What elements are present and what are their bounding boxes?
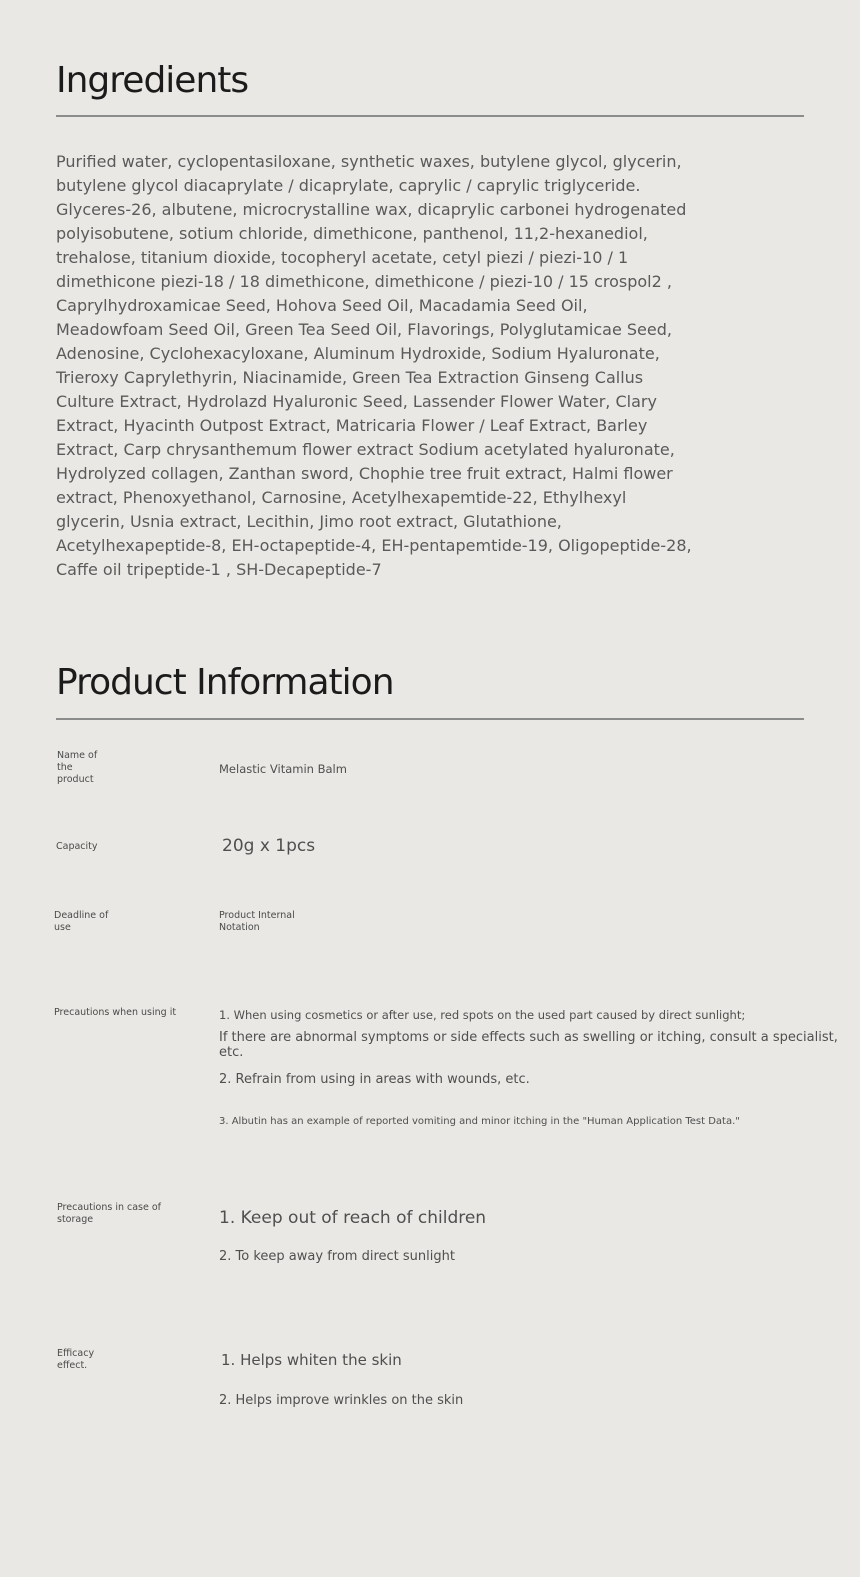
- efficacy-label: [57, 1348, 94, 1372]
- product-info-title: Product Information: [56, 662, 394, 703]
- precautions-storage-label-line-2: storage: [57, 1214, 94, 1225]
- product-info-divider: [56, 718, 804, 720]
- ingredients-list: Purified water, cyclopentasiloxane, synthetic waxes, butylene glycol, glycerin, butylene glycol diacaprylate / dicaprylate, caprylic / caprylic triglyceride. Glyceres-26, albutene, microcrystalline wax, dicaprylic carbonei hydrogenated polyisobutene, sotium chloride, dimethicone, panthenol, 11,2-hexanediol, trehalose, titanium dioxide, tocopheryl acetate, cetyl piezi / piezi-10 / 1 dimethicone piezi-18 / 18 dimethicone, dimethicone / piezi-10 / 15 crospol2 , Caprylhydroxamicae Seed, Hohova Seed Oil, Macadamia Seed Oil, Meadowfoam Seed Oil, Green Tea Seed Oil, Flavorings, Polyglutamicae Seed, Adenosine, Cyclohexacyloxane, Aluminum Hydroxide, Sodium Hyaluronate, Trieroxy Caprylethyrin, Niacinamide, Green Tea Extraction Ginseng Callus Culture Extract, Hydrolazd Hyaluronic Seed, Lassender Flower Water, Clary Extract, Hyacinth Outpost Extract, Matricaria Flower / Leaf Extract, Barley Extract, Carp chrysanthemum flower extract Sodium acetylated hyaluronate, Hydrolyzed collagen, Zanthan sword, Chophie tree fruit extract, Halmi flower extract, Phenoxyethanol, Carnosine, Acetylhexapemtide-22, Ethylhexyl glycerin, Usnia extract, Lecithin, Jimo root extract, Glutathione, Acetylhexapeptide-8, EH-octapeptide-4, EH-pentapemtide-19, Oligopeptide-28, Caffe oil tripeptide-1 , SH-Decapeptide-7: [56, 152, 692, 579]
- precautions-storage-label: [57, 1202, 161, 1226]
- deadline-label: [54, 910, 108, 934]
- capacity-value: 20g x 1pcs: [222, 836, 316, 856]
- deadline-label-line-1: Deadline of: [54, 910, 109, 921]
- efficacy-label-line-1: Efficacy: [57, 1348, 95, 1359]
- precaution-use-3: 3. Albutin has an example of reported vomiting and minor itching in the "Human Application Test Data.": [219, 1116, 740, 1127]
- deadline-label-line-2: use: [54, 922, 71, 933]
- name-label-line-1: Name of: [57, 750, 98, 761]
- deadline-value-line-2: Notation: [219, 922, 260, 933]
- name-label: [57, 750, 97, 786]
- precaution-storage-1: 1. Keep out of reach of children: [219, 1208, 487, 1228]
- precaution-use-1: 1. When using cosmetics or after use, red spots on the used part caused by direct sunlight;: [219, 1008, 746, 1022]
- deadline-value-line-1: Product Internal: [219, 910, 295, 921]
- ingredients-title: Ingredients: [56, 60, 249, 101]
- name-label-line-3: product: [57, 774, 94, 785]
- precaution-storage-2: 2. To keep away from direct sunlight: [219, 1249, 455, 1264]
- name-label-line-2: the: [57, 762, 73, 773]
- precaution-use-2: 2. Refrain from using in areas with wounds, etc.: [219, 1072, 530, 1087]
- efficacy-1: 1. Helps whiten the skin: [221, 1351, 402, 1369]
- efficacy-2: 2. Helps improve wrinkles on the skin: [219, 1393, 464, 1408]
- ingredients-divider: [56, 115, 804, 117]
- capacity-label: Capacity: [56, 841, 98, 852]
- precautions-use-label: Precautions when using it: [54, 1007, 177, 1018]
- deadline-value: [219, 910, 295, 934]
- precaution-use-1-detail: If there are abnormal symptoms or side effects such as swelling or itching, consult a specialist, etc.: [219, 1030, 838, 1060]
- precautions-storage-label-line-1: Precautions in case of: [57, 1202, 162, 1213]
- efficacy-label-line-2: effect.: [57, 1360, 88, 1371]
- name-value: Melastic Vitamin Balm: [219, 762, 347, 776]
